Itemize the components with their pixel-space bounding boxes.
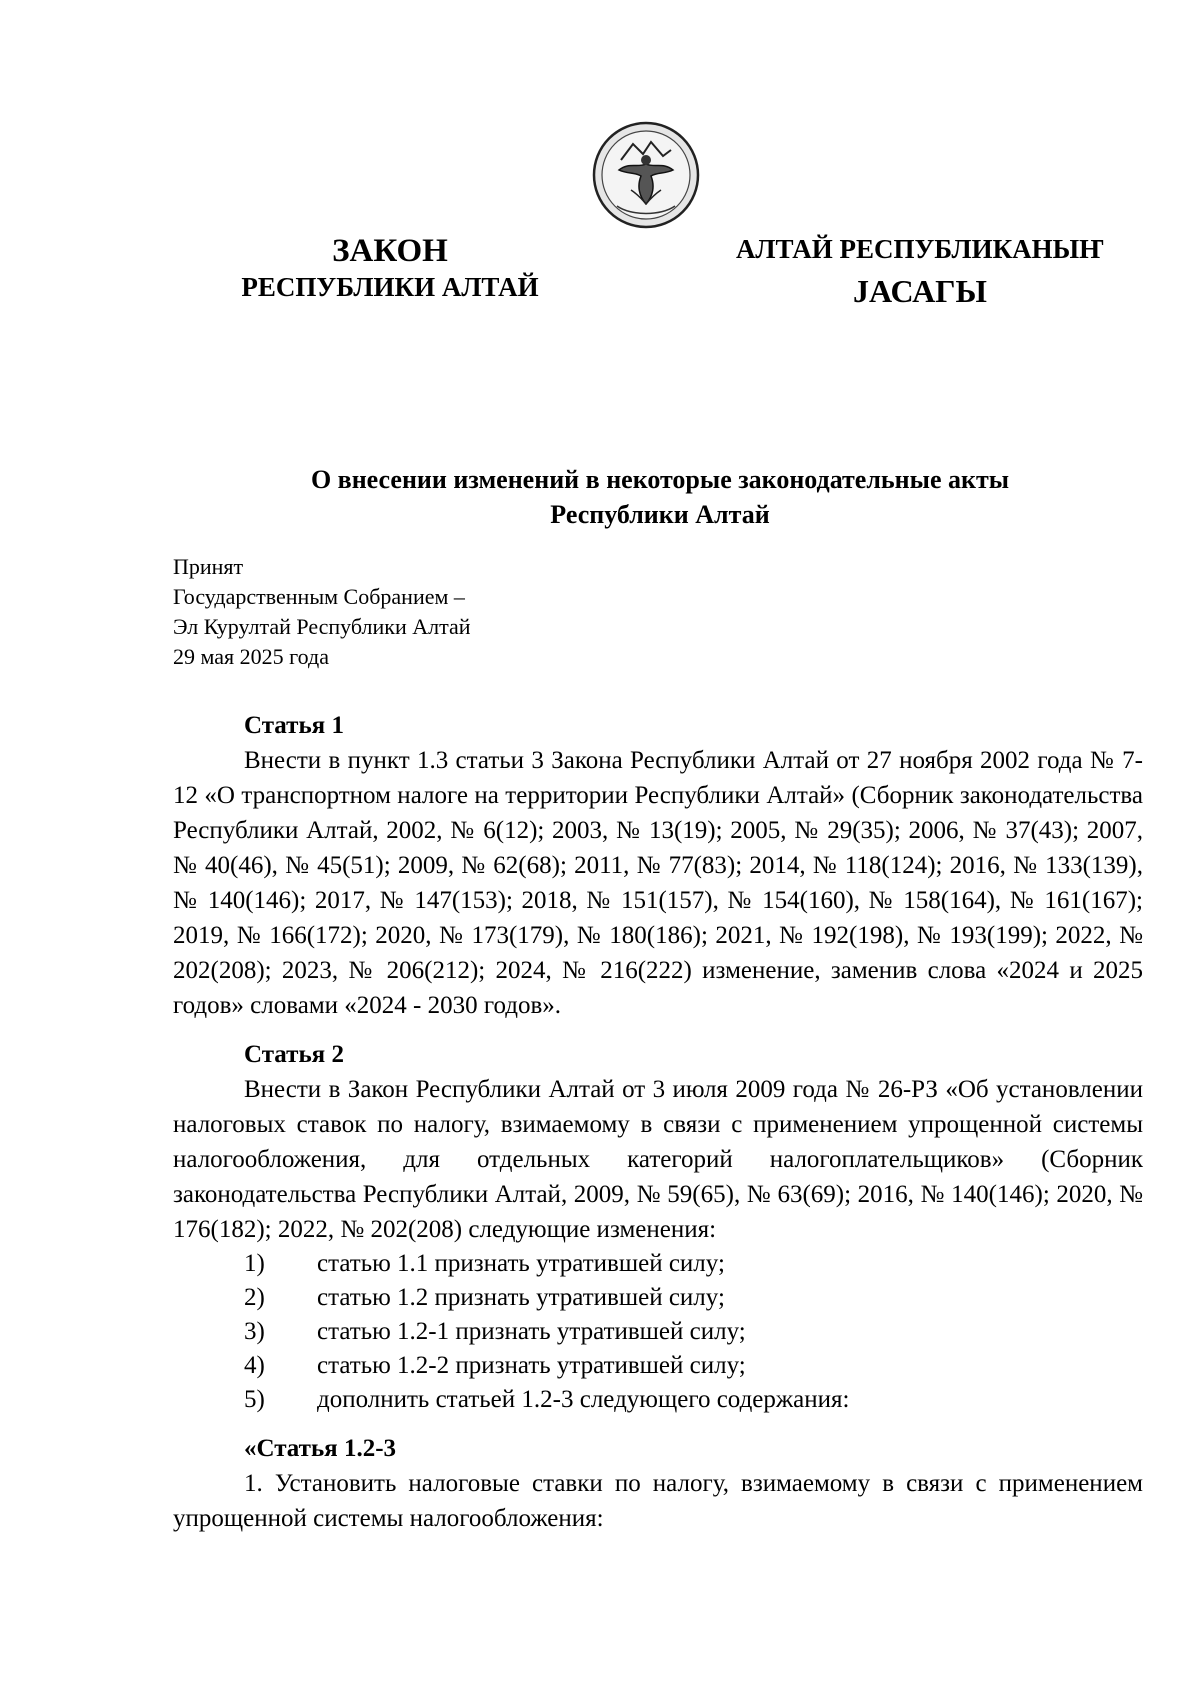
adopted-line1: Принят — [173, 554, 244, 579]
document-title-line1: О внесении изменений в некоторые законодательные акты — [310, 465, 1010, 494]
list-item-text: статью 1.2-1 признать утратившей силу; — [317, 1318, 746, 1345]
amendments-list — [173, 1247, 1143, 1417]
law-title-ru: ЗАКОН — [332, 233, 448, 269]
document-body — [173, 708, 1143, 1536]
list-item-number: 3) — [244, 1318, 265, 1345]
article-1-text: Внести в пункт 1.3 статьи 3 Закона Республики Алтай от 27 ноября 2002 года № 7-12 «О транспортном налоге на территории Республики Алтай» (Сборник законодательства Республики Алтай, 2002, № 6(12); 2003, № 13(19); 2005, № 29(35); 2006, № 37(43); 2007, № 40(46), № 45(51); 2009, № 62(68); 2011, № 77(83); 2014, № 118(124); 2016, № 133(139), № 140(146); 2017, № 147(153); 2018, № 151(157), № 154(160), № 158(164), № 161(167); 2019, № 166(172); 2020, № 173(179), № 180(186); 2021, № 192(198), № 193(199); 2022, № 202(208); 2023, № 206(212); 2024, № 216(222) изменение, заменив слова «2024 и 2025 годов» словами «2024 - 2030 годов». — [173, 747, 1143, 1019]
list-item-text: статью 1.1 признать утратившей силу; — [317, 1250, 725, 1277]
list-item-text: дополнить статьей 1.2-3 следующего содержания: — [317, 1386, 850, 1413]
list-item-number: 4) — [244, 1352, 265, 1379]
adopted-line2: Государственным Собранием – — [173, 584, 465, 609]
list-item-number: 1) — [244, 1250, 265, 1277]
adoption-block — [173, 552, 471, 672]
list-item-number: 5) — [244, 1386, 265, 1413]
list-item-number: 2) — [244, 1284, 265, 1311]
law-title-alt: ЈАСАГЫ — [853, 273, 987, 309]
republic-name-ru: РЕСПУБЛИКИ АЛТАЙ — [241, 272, 539, 302]
list-item — [173, 1383, 1143, 1417]
article-2-heading: Статья 2 — [244, 1041, 344, 1068]
list-item — [173, 1281, 1143, 1315]
document-title — [170, 462, 1150, 532]
header-right — [700, 232, 1140, 312]
coat-of-arms-icon — [591, 120, 701, 230]
adopted-date: 29 мая 2025 года — [173, 644, 329, 669]
article-1-2-3-text: 1. Установить налоговые ставки по налогу, взимаемому в связи с применением упрощенной системы налогообложения: — [173, 1470, 1143, 1532]
list-item-text: статью 1.2 признать утратившей силу; — [317, 1284, 725, 1311]
list-item — [173, 1349, 1143, 1383]
article-1-heading: Статья 1 — [244, 712, 344, 739]
article-2-text: Внести в Закон Республики Алтай от 3 июля 2009 года № 26-РЗ «Об установлении налоговых ставок по налогу, взимаемому в связи с применением упрощенной системы налогообложения, для отдельных категорий налогоплательщиков» (Сборник законодательства Республики Алтай, 2009, № 59(65), № 63(69); 2016, № 140(146); 2020, № 176(182); 2022, № 202(208) следующие изменения: — [173, 1076, 1143, 1243]
list-item-text: статью 1.2-2 признать утратившей силу; — [317, 1352, 746, 1379]
header-left — [200, 232, 580, 304]
list-item — [173, 1315, 1143, 1349]
republic-name-alt: АЛТАЙ РЕСПУБЛИКАНЫҤ — [735, 234, 1105, 264]
adopted-line3: Эл Курултай Республики Алтай — [173, 614, 471, 639]
list-item — [173, 1247, 1143, 1281]
document-title-line2: Республики Алтай — [550, 500, 770, 529]
article-1-2-3-heading: «Статья 1.2-3 — [244, 1435, 397, 1462]
